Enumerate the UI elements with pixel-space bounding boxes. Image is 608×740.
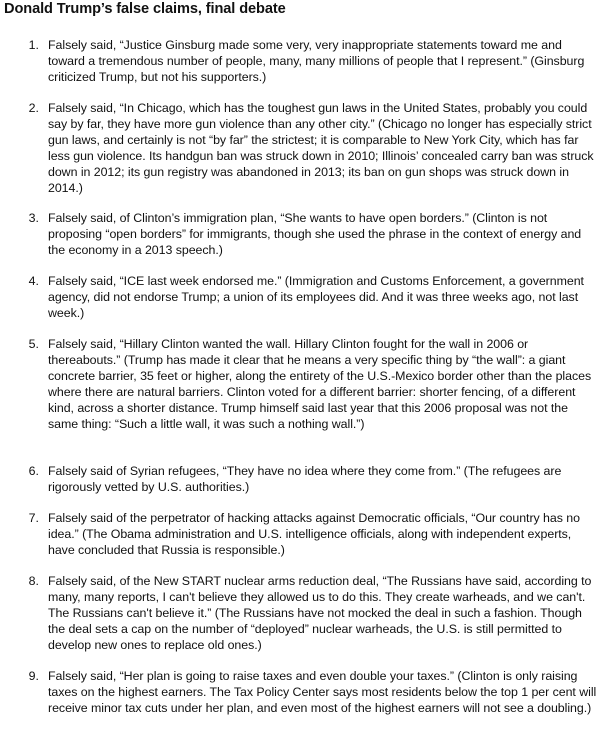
claim-text: Falsely said, “In Chicago, which has the toughest gun laws in the United States, probably you could say by far, they have more gun violence than any other city.” (Chicago no longer has especially strict gun laws, and certainly is not “by far” the strictest; it is comparable to New York City, which has far less gun violence. Its handgun ban was struck down in 2010; Illinois’ concealed carry ban was struck down in 2012; its gun registry was abandoned in 2013; its ban on gun shops was struck down in 2014.) (48, 101, 594, 195)
claim-text: Falsely said, “Hillary Clinton wanted the wall. Hillary Clinton fought for the wall in 2006 or thereabouts.” (Trump has made it clear that he means a very specific thing by “the wall”: a giant concrete barrier, 35 feet or higher, along the entirety of the U.S.-Mexico border other than the places where there are natural barriers. Clinton voted for a different barrier: shorter fencing, of a different kind, across a shorter distance. Trump himself said last year that this 2006 proposal was not the same thing: “Such a little wall, it was such a nothing wall.”) (48, 337, 592, 431)
claim-number: 6. (28, 464, 39, 478)
claim-text: Falsely said, “ICE last week endorsed me.” (Immigration and Customs Enforcement, a government agency, did not endorse Trump; a union of its employees did. And it was three weeks ago, not last week.) (48, 274, 584, 320)
claim-text: Falsely said, of the New START nuclear arms reduction deal, “The Russians have said, according to many, many reports, I can't believe they allowed us to do this. They create warheads, and we can't. The Russians can't believe it.” (The Russians have not mocked the deal in such a fashion. Though the deal sets a cap on the number of “deployed” nuclear warheads, the U.S. is still permitted to develop new ones to replace old ones.) (48, 574, 592, 652)
claim-number: 9. (28, 669, 39, 683)
claim-number: 4. (28, 274, 39, 288)
claim-text: Falsely said, “Her plan is going to raise taxes and even double your taxes.” (Clinton is only raising taxes on the highest earners. The Tax Policy Center says most residents below the top 1 per cent will receive minor tax cuts under her plan, and even most of the highest earners will not see a doubling.) (48, 669, 597, 715)
claim-text: Falsely said, of Clinton’s immigration plan, “She wants to have open borders.” (Clinton is not proposing “open borders” for immigrants, though she used the phrase in the context of energy and the economy in a 2013 speech.) (48, 211, 582, 257)
claim-number: 8. (28, 574, 39, 588)
claim-text: Falsely said of the perpetrator of hacking attacks against Democratic officials, “Our country has no idea.” (The Obama administration and U.S. intelligence officials, along with independent experts, have concluded that Russia is responsible.) (48, 511, 580, 557)
claim-number: 7. (28, 511, 39, 525)
claim-text: Falsely said of Syrian refugees, “They have no idea where they come from.” (The refugees are rigorously vetted by U.S. authorities.) (48, 464, 562, 494)
claim-number: 1. (28, 38, 39, 52)
claim-number: 3. (28, 211, 39, 225)
claim-text: Falsely said, “Justice Ginsburg made some very, very inappropriate statements toward me and toward a tremendous number of people, many, many millions of people that I represent.” (Ginsburg criticized Trump, but not his supporters.) (48, 38, 585, 84)
claim-number: 5. (28, 337, 39, 351)
page-title: Donald Trump’s false claims, final debate (4, 1, 286, 17)
claim-number: 2. (28, 101, 39, 115)
